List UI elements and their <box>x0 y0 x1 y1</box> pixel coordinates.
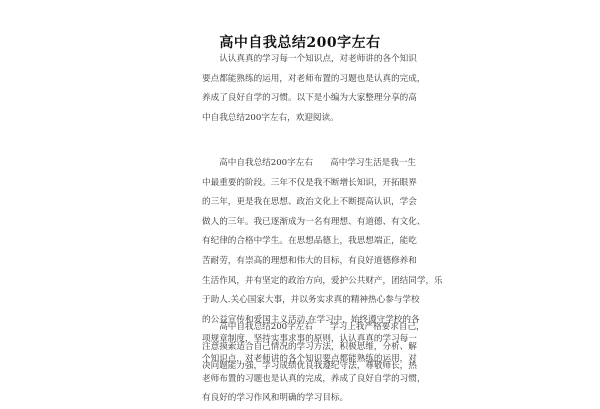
text-line: 中自我总结200字左右，欢迎阅读。 <box>202 112 339 123</box>
text-line: 个知识点，对老师讲的各个知识要点都能熟练的运用，对 <box>202 353 417 364</box>
text-line: 注意摸索适合自己情况的学习方法，积极思维，分析、解 <box>202 341 417 352</box>
text-line: 认认真真的学习每一个知识点，对老师讲的各个知识 <box>202 54 417 64</box>
text-line: 要点都能熟练的运用，对老师布置的习题也是认真的完成， <box>202 73 426 84</box>
text-line: 高中自我总结200字左右 学习上我严格要求自己， <box>202 322 425 332</box>
text-line: 苦耐劳，有崇高的理想和伟大的目标，有良好道德修养和 <box>202 255 417 266</box>
text-line: 项规章制度，坚持实事求事的原则，认认真真的学习每一 <box>202 334 417 345</box>
text-line: 高中自我总结200字左右 高中学习生活是我一生 <box>202 158 417 168</box>
body-paragraph-2 <box>202 318 425 377</box>
text-line: 中最重要的阶段。三年不仅是我不断增长知识，开拓眼界 <box>202 177 417 188</box>
text-line: 决问题能力强，学习成绩优良我遵纪守法，尊敬师长，热 <box>202 361 417 372</box>
text-line: 有良好的学习作风和明确的学习目标。 <box>202 393 349 404</box>
text-line: 的公益宣传和爱国主义活动.在学习中，始终遵守学校的各 <box>202 314 420 325</box>
text-line: 养成了良好自学的习惯。以下是小编为大家整理分享的高 <box>202 93 417 104</box>
text-line: 老师布置的习题也是认真的完成，养成了良好自学的习惯， <box>202 373 426 384</box>
text-line: 做人的三年。我已逐渐成为一名有理想、有道德、有文化、 <box>202 216 426 227</box>
text-line: 于助人.关心国家大事，并以务实求真的精神热心参与学校 <box>202 295 420 306</box>
text-line: 有纪律的合格中学生。在思想品德上，我思想端正，能吃 <box>202 236 417 247</box>
text-line: 的三年，更是我在思想、政治文化上不断提高认识，学会 <box>202 197 417 208</box>
text-line: 生活作风，并有坚定的政治方向，爱护公共财产，团结同学，乐 <box>202 275 443 286</box>
document-title: 高中自我总结200字左右 <box>219 35 381 51</box>
intro-paragraph <box>202 50 426 128</box>
